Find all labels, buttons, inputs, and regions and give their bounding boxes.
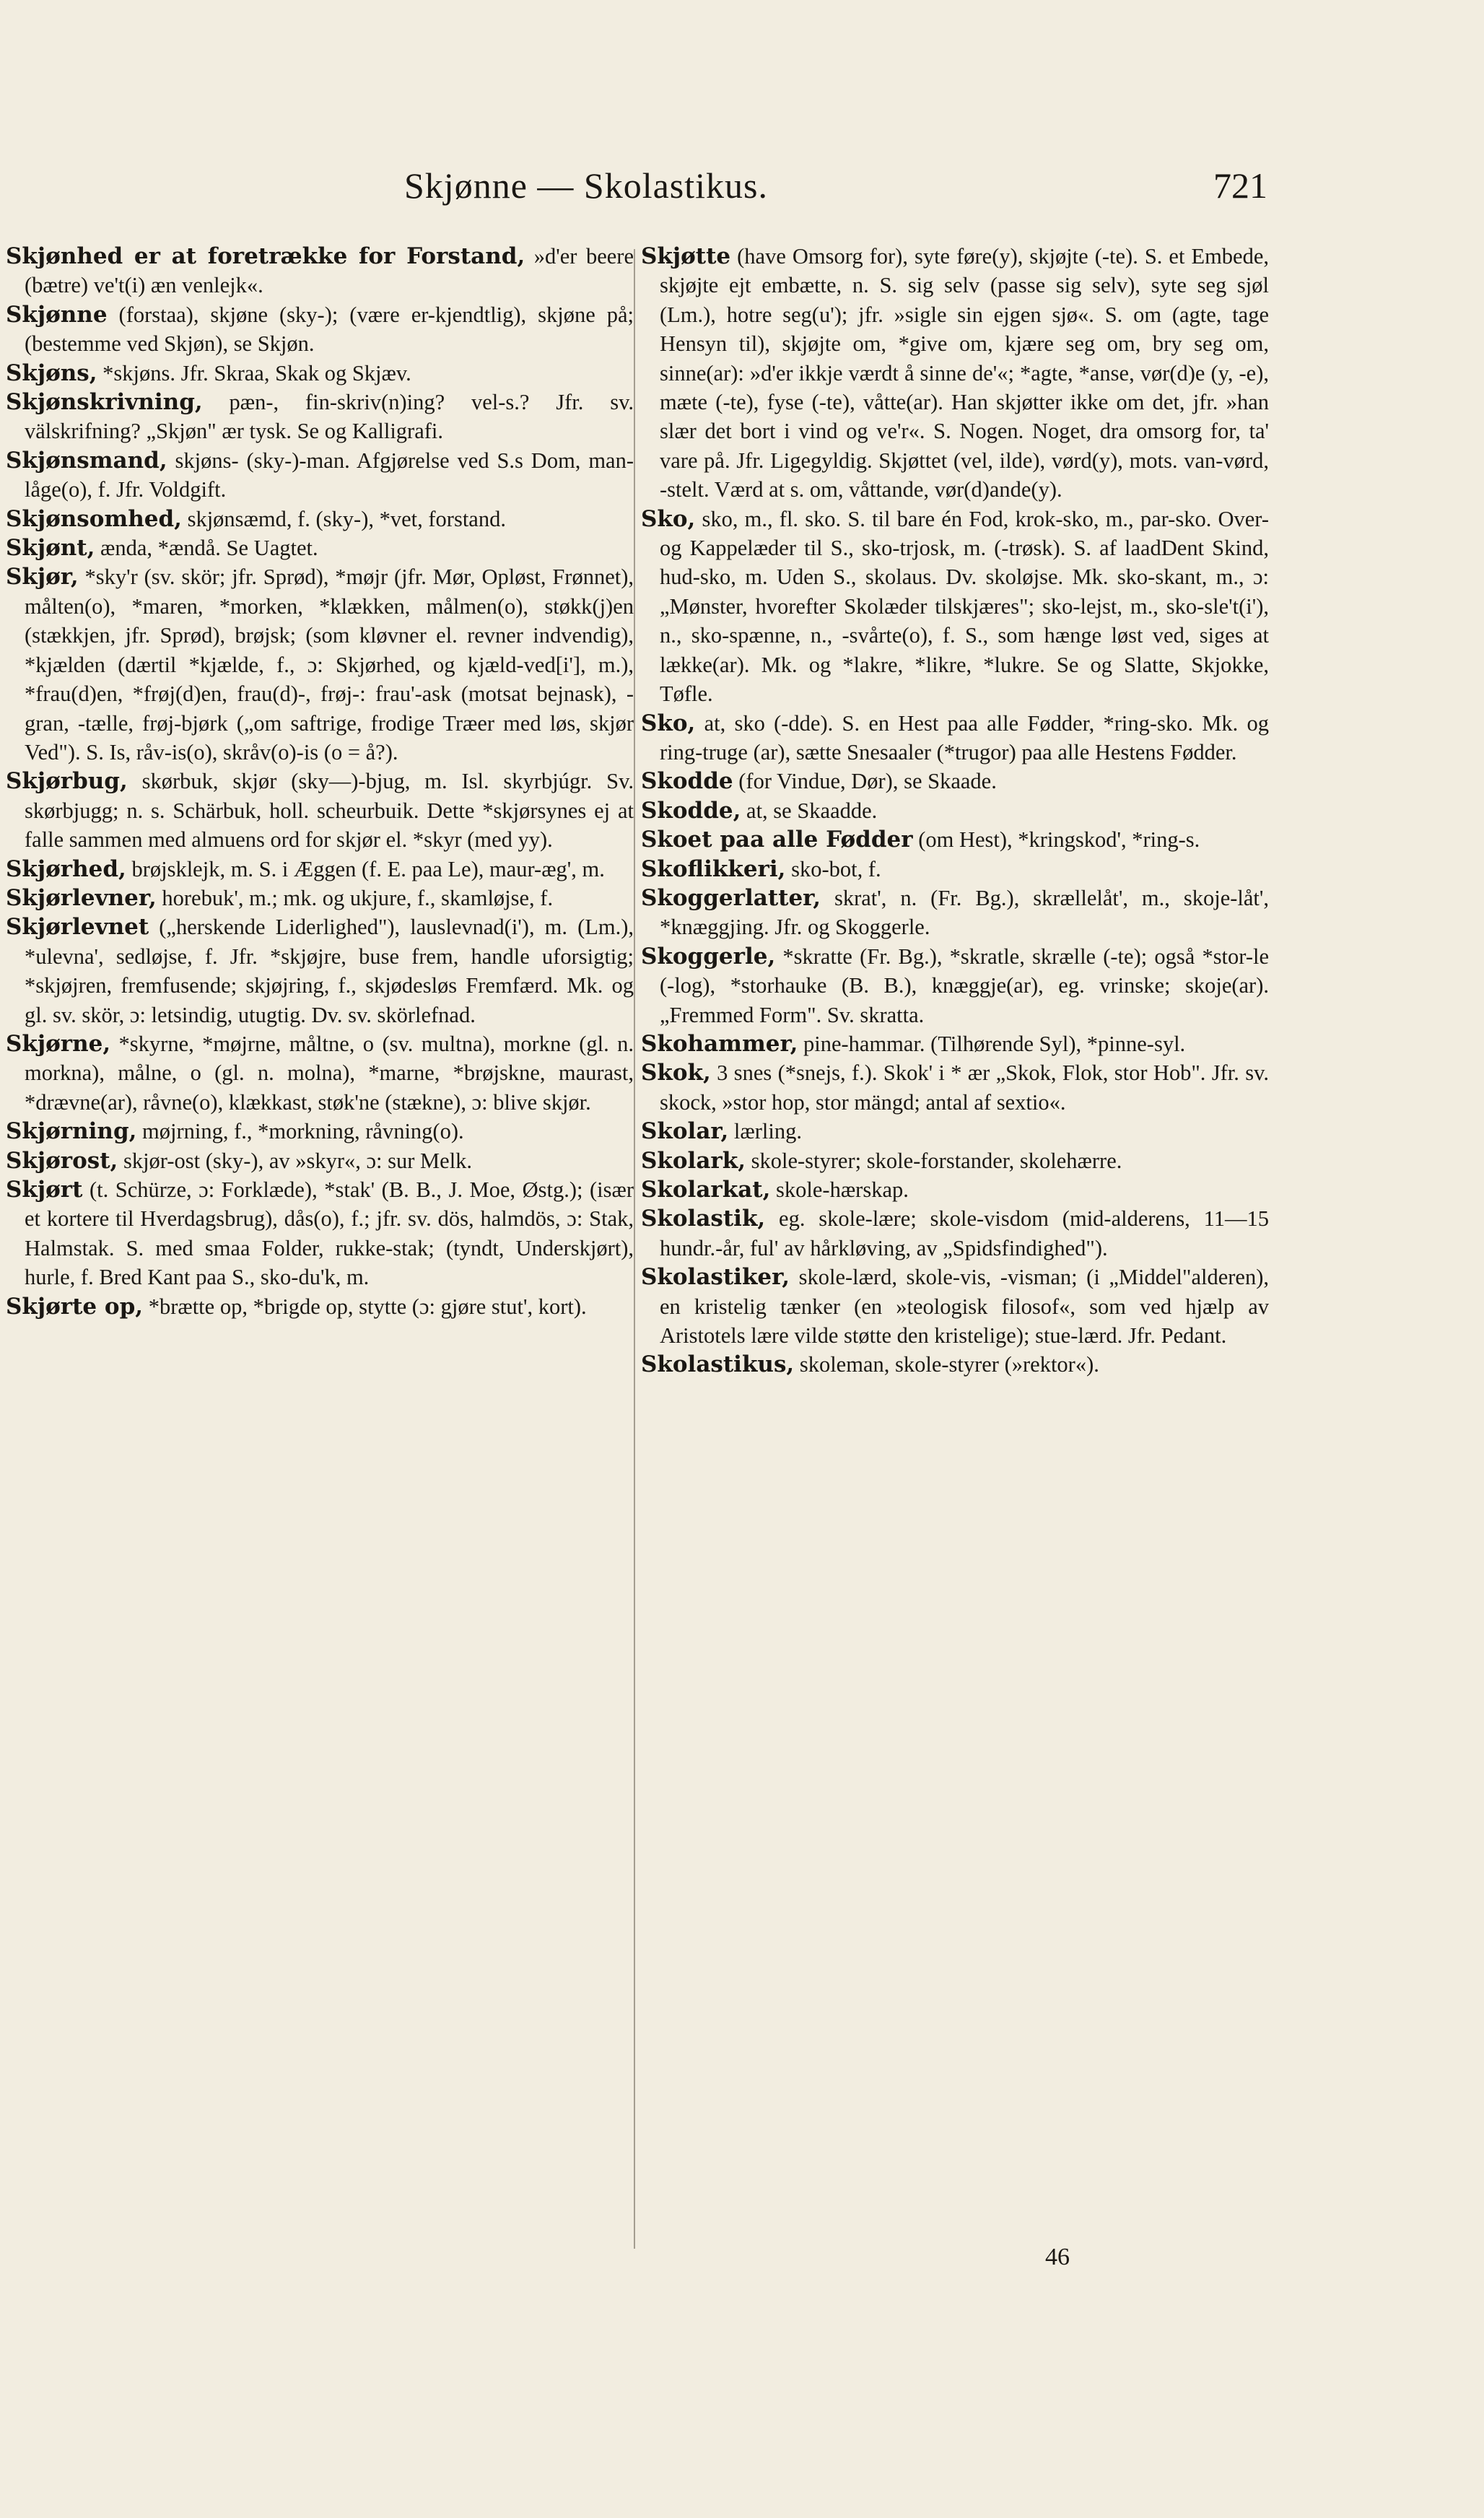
entry-headword: Skjørt (6, 1177, 83, 1203)
entry-headword: Skodde, (641, 797, 741, 824)
entry-headword: Skjørbug, (6, 768, 128, 795)
entry-definition: *skratte (Fr. Bg.), *skratle, skrælle (-te); også *stor-le (-log), *storhauke (B. B.), knæggje(ar), eg. vrinske; skoje(ar). „Fremmed Form". Sv. skratta. (660, 944, 1269, 1027)
entry-headword: Sko, (641, 505, 696, 532)
entry-definition: (for Vindue, Dør), se Skaade. (733, 769, 997, 794)
entry-headword: Skolark, (641, 1147, 746, 1174)
entry-headword: Skjønsomhed, (6, 505, 182, 532)
entry-definition: 3 snes (*snejs, f.). Skok' i * ær „Skok, Flok, stor Hob". Jfr. sv. skock, »stor hop, stor mängd; antal af sextio«. (660, 1060, 1269, 1115)
entry-definition: skjønsæmd, f. (sky-), *vet, forstand. (181, 506, 506, 531)
dictionary-entry (6, 767, 634, 854)
dictionary-entry (641, 884, 1269, 942)
entry-definition: skole-hærskap. (770, 1177, 909, 1202)
page-title: Skjønne — Skolastikus. (404, 165, 768, 206)
entry-headword: Skjørlevnet (6, 914, 149, 941)
dictionary-entry (6, 562, 634, 767)
dictionary-entry (6, 505, 634, 533)
entry-definition: *skyrne, *møjrne, måltne, o (sv. multna), morkne (gl. n. morkna), målne, o (gl. n. molna), *marne, *brøjskne, maurast, *drævne(ar), råvne(o), klækkast, støk'ne (stækne), ɔ: blive skjør. (25, 1031, 634, 1115)
entry-headword: Skoflikkeri, (641, 855, 786, 882)
entry-headword: Skjør, (6, 564, 79, 591)
dictionary-entry (6, 1175, 634, 1292)
entry-definition: horebuk', m.; mk. og ukjure, f., skamløjse, f. (156, 885, 554, 910)
dictionary-entry (641, 709, 1269, 767)
dictionary-entry (641, 1146, 1269, 1175)
entry-definition: skoleman, skole-styrer (»rektor«). (794, 1352, 1099, 1377)
entry-headword: Skjørlevner, (6, 884, 157, 911)
entry-definition: skjøns- (sky-)-man. Afgjørelse ved S.s Dom, man-låge(o), f. Jfr. Voldgift. (25, 448, 634, 502)
entry-definition: *skjøns. Jfr. Skraa, Skak og Skjæv. (97, 360, 411, 385)
dictionary-entry (641, 1175, 1269, 1204)
entry-definition: at, se Skaadde. (741, 798, 878, 823)
signature-mark: 46 (1045, 2244, 1070, 2270)
dictionary-entry (6, 1117, 634, 1146)
entry-definition: lærling. (728, 1119, 802, 1144)
entry-definition: (have Omsorg for), syte føre(y), skjøjte (-te). S. et Embede, skjøjte ejt embætte, n. S. sig selv (passe sig selv), syte seg sjøl (Lm.), hotre seg(u'); jfr. »sigle sin ejgen sjø«. S. om (agte, tage Hensyn til), skjøjte om, *give om, kjære seg om, bry seg om, sinne(ar): »d'er ikkje værdt å sinne de'«; *agte, *anse, vør(d)e (y, -e), mæte (-te), fyse (-te), våtte(ar). Han skjøtter ikke om det, jfr. »han slær det bort i vind og ve'r«. S. Nogen. Noget, dra omsorg for, ta' vare på. Jfr. Ligegyldig. Skjøttet (vel, ilde), vørd(y), mots. van-vørd, -stelt. Værd at s. om, våttande, vør(d)ande(y). (660, 244, 1269, 502)
entry-headword: Skolastiker, (641, 1264, 790, 1291)
entry-definition: ænda, *ændå. Se Uagtet. (95, 536, 318, 561)
dictionary-entry (6, 359, 634, 388)
entry-headword: Skjønsmand, (6, 447, 167, 474)
entry-headword: Skodde (641, 768, 733, 795)
entry-definition: sko, m., fl. sko. S. til bare én Fod, krok-sko, m., par-sko. Over- og Kappelæder til S., sko-trjosk, m. (-trøsk). S. af laadDent Skind, hud-sko, m. Uden S., skolaus. Dv. skoløjse. Mk. sko-skant, m., ɔ: „Mønster, hvorefter Skolæder tilskjæres"; sko-lejst, m., sko-sle't(i'), n., sko-spænne, n., -svårte(o), f. S., som hænge løst ved, siges at lække(ar). Mk. og *lakre, *likre, *lukre. Se og Slatte, Skjokke, Tøfle. (660, 506, 1269, 707)
entry-headword: Skjønt, (6, 535, 95, 562)
dictionary-entry (641, 242, 1269, 505)
page-number: 721 (1213, 165, 1267, 206)
entry-headword: Skohammer, (641, 1030, 798, 1057)
entry-headword: Skjønskrivning, (6, 389, 203, 416)
entry-headword: Skolar, (641, 1118, 729, 1145)
entry-definition: sko-bot, f. (785, 856, 881, 881)
dictionary-entry (641, 1204, 1269, 1263)
entry-headword: Skjørhed, (6, 855, 126, 882)
entry-headword: Skoet paa alle Fødder (641, 827, 913, 853)
entry-definition: eg. skole-lære; skole-visdom (mid-alderens, 11—15 hundr.-år, ful' av hårkløving, av „Spidsfindighed"). (660, 1206, 1269, 1260)
dictionary-entry (6, 1029, 634, 1117)
entry-definition: (om Hest), *kringskod', *ring-s. (912, 827, 1200, 853)
entry-headword: Skoggerle, (641, 943, 776, 970)
entry-definition: („herskende Liderlighed"), lauslevnad(i'), m. (Lm.), *ulevna', sedløjse, f. Jfr. *skjøjre, buse frem, handle uforsigtig; *skjøjren, fremfusende; skjøjring, f., skjødesløs Fremfærd. Mk. og gl. sv. skör, ɔ: letsindig, utugtig. Dv. sv. skörlefnad. (25, 915, 634, 1027)
dictionary-entry (6, 1146, 634, 1175)
dictionary-entry (641, 942, 1269, 1029)
entry-headword: Skoggerlatter, (641, 884, 821, 911)
dictionary-entry (6, 855, 634, 884)
dictionary-entry (6, 242, 634, 300)
dictionary-entry (641, 1350, 1269, 1379)
entry-definition: skjør-ost (sky-), av »skyr«, ɔ: sur Melk. (118, 1148, 473, 1173)
entry-headword: Skjønne (6, 301, 108, 328)
dictionary-entry (641, 855, 1269, 884)
entry-definition: *sky'r (sv. skör; jfr. Sprød), *møjr (jfr. Mør, Opløst, Frønnet), målten(o), *maren, *morken, *klækken, målmen(o), støkk(j)en (stækkjen, jfr. Sprød), brøjsk; (som kløvner el. revner indvendig), *kjælden (dærtil *kjælde, f., ɔ: Skjørhed, og kjæld-ved[i'], m.), *frau(d)en, *frøj(d)en, frau(d)-, frøj-: frau'-ask (motsat bejnask), -gran, -tælle, frøj-bjørk („om saftrige, frodige Træer med løs, skjør Ved"). S. Is, råv-is(o), skråv(o)-is (o = å?). (25, 565, 634, 764)
entry-headword: Skolarkat, (641, 1177, 771, 1203)
dictionary-entry (641, 825, 1269, 854)
dictionary-entry (6, 300, 634, 359)
entry-definition: møjrning, f., *morkning, råvning(o). (136, 1119, 464, 1144)
dictionary-entry (641, 505, 1269, 709)
entry-definition: *brætte op, *brigde op, stytte (ɔ: gjøre stut', kort). (143, 1294, 587, 1319)
entry-definition: (forstaa), skjøne (sky-); (være er-kjendtlig), skjøne på; (bestemme ved Skjøn), se Skjøn. (25, 302, 634, 357)
running-head (0, 165, 1484, 208)
entry-definition: brøjsklejk, m. S. i Æggen (f. E. paa Le), maur-æg', m. (126, 856, 605, 881)
entry-definition: skole-lærd, skole-vis, -visman; (i „Middel"alderen), en kristelig tænker (en »teologisk filosof«, som ved hjælp av Aristotels lære vilde støtte den kristelige); stue-lærd. Jfr. Pedant. (660, 1265, 1269, 1349)
entry-definition: skrat', n. (Fr. Bg.), skrællelåt', m., skoje-låt', *knæggjing. Jfr. og Skoggerle. (660, 885, 1269, 940)
entry-headword: Sko, (641, 710, 696, 736)
entry-headword: Skjøtte (641, 243, 731, 269)
entry-headword: Skjørne, (6, 1030, 111, 1057)
dictionary-entry (641, 796, 1269, 825)
entry-definition: pæn-, fin-skriv(n)ing? vel-s.? Jfr. sv. välskrifning? „Skjøn" ær tysk. Se og Kalligrafi. (25, 390, 634, 444)
dictionary-entry (6, 1292, 634, 1321)
entry-definition: skole-styrer; skole-forstander, skolehærre. (746, 1148, 1122, 1173)
dictionary-entry (641, 1117, 1269, 1146)
dictionary-entry (6, 912, 634, 1029)
dictionary-entry (6, 884, 634, 912)
dictionary-entry (6, 446, 634, 505)
entry-headword: Skjørning, (6, 1118, 137, 1145)
entry-headword: Skjøns, (6, 360, 97, 386)
dictionary-entry (6, 533, 634, 562)
entry-definition: »d'er beere (bætre) ve't(i) æn venlejk«. (25, 244, 634, 298)
entry-definition: (t. Schürze, ɔ: Forklæde), *stak' (B. B., J. Moe, Østg.); (især et kortere til Hverdagsbrug), dås(o), f.; jfr. sv. dös, halmdös, ɔ: Stak, Halmstak. S. med smaa Folder, rukke-stak; (tyndt, Underskjørt), hurle, f. Bred Kant paa S., sko-du'k, m. (25, 1177, 634, 1290)
entry-headword: Skolastikus, (641, 1351, 795, 1378)
entry-headword: Skok, (641, 1060, 711, 1086)
entry-headword: Skjørte op, (6, 1293, 144, 1320)
dictionary-entry (641, 1263, 1269, 1350)
right-column (641, 242, 1269, 1380)
entry-headword: Skjønhed er at foretrække for Forstand, (6, 243, 525, 269)
dictionary-entry (641, 1058, 1269, 1117)
dictionary-entry (641, 767, 1269, 796)
entry-definition: at, sko (-dde). S. en Hest paa alle Fødder, *ring-sko. Mk. og ring-truge (ar), sætte Snesaaler (*trugor) paa alle Hestens Fødder. (660, 710, 1269, 764)
entry-headword: Skjørost, (6, 1147, 118, 1174)
dictionary-entry (6, 388, 634, 446)
entry-headword: Skolastik, (641, 1206, 766, 1232)
left-column (6, 242, 634, 1321)
dictionary-entry (641, 1029, 1269, 1058)
entry-definition: skørbuk, skjør (sky—)-bjug, m. Isl. skyrbjúgr. Sv. skørbjugg; n. s. Schärbuk, holl. scheurbuik. Dette *skjørsynes ej at falle sammen med almuens ord for skjør el. *skyr (med yy). (25, 769, 634, 853)
entry-definition: pine-hammar. (Tilhørende Syl), *pinne-syl. (798, 1031, 1186, 1056)
column-divider (634, 249, 635, 2249)
